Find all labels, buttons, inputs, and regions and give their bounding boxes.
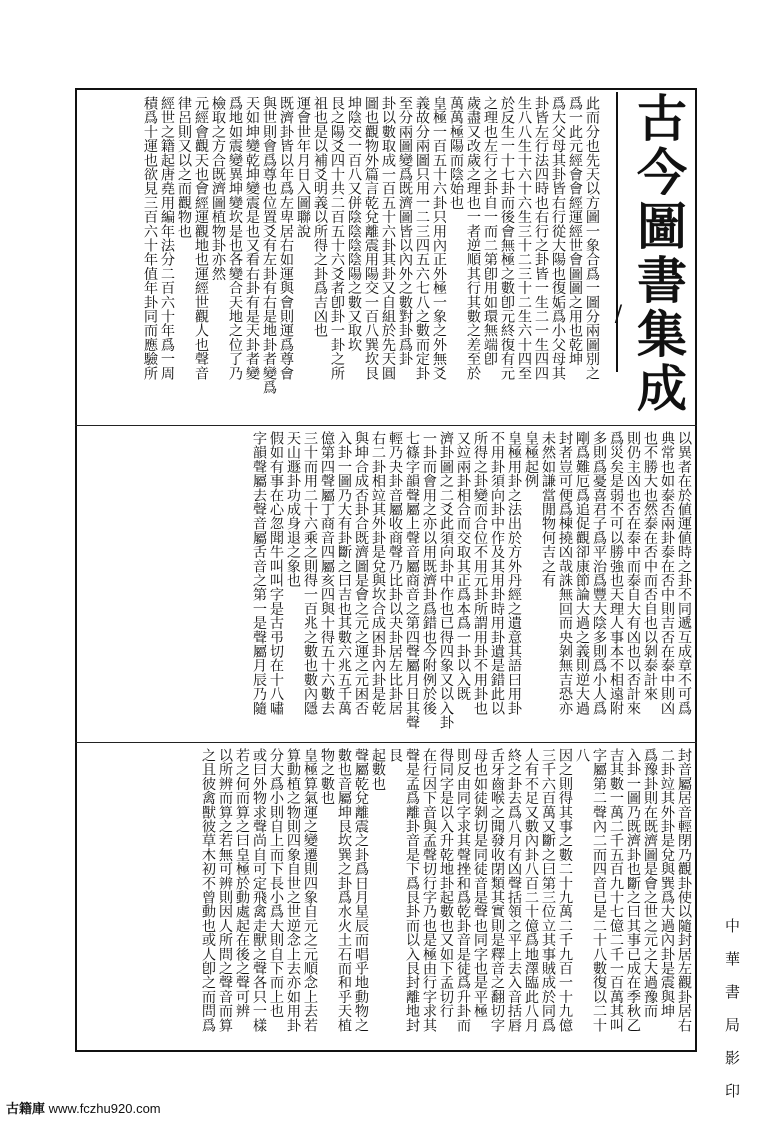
text-column: 剛爲難厄爲追促觀卻康節論大過之義則逆大過 (574, 431, 590, 715)
text-column: 封音屬居音輕閉乃觀卦使以隨封居左觀卦居右 (676, 748, 692, 1032)
site-footer (6, 1098, 161, 1117)
text-column: 字屬第二聲內二而四音已是二十八數復以二十八 (574, 748, 607, 1032)
text-column: 典常也如泰否兩卦泰在否中則吉否在泰中則凶 (659, 431, 675, 715)
text-column: 在行因下音與孟聲切行字乃也是極由行字求其 (421, 748, 437, 1032)
text-column: 算動植之物則四象自世之世逆念上去亦如用卦 (285, 748, 301, 1032)
text-column: 律呂則又以之而觀物也 (176, 96, 192, 238)
text-column: 因之則得其事之數二十九萬二千九百一十九億 (557, 748, 573, 1032)
text-column: 吉其數一萬二千五百九十七億二千一百萬其叫 (608, 748, 624, 1032)
text-column: 爲一此元經會會經運經世會圖圖之用也乾坤 (567, 96, 583, 366)
band-divider-2 (75, 742, 697, 743)
text-column: 入卦一圖乃既濟卦也斷之曰其事已成在季秋乙 (625, 748, 641, 1032)
text-band-bottom (80, 748, 692, 1046)
text-column: 之理也左行之卦自一而二第卽用如環無端卽 (482, 96, 498, 366)
text-column: 圖也觀物外篇言乾兌離震用陽交一百八巽坎艮 (363, 96, 379, 380)
text-column: 卦以數取成一百五十六卦其卦又自組於先天圓 (380, 96, 396, 380)
text-column: 所得之卦變而合位不用元卦所謂用卦不用卦也 (472, 431, 488, 715)
text-column: 億第四聲屬丁商音四屬亥四與十得五十六數去 (319, 431, 335, 715)
book-title: 古今圖書集成 (629, 92, 688, 416)
text-column: 右二卦相竝其外卦是兌與坎合成困卦內卦是乾 (370, 431, 386, 715)
text-column: 數也音屬坤艮坎巽之卦爲水火土石而和乎天植 (336, 748, 352, 1032)
text-column: 至分兩圖變爲既濟圖皆以內外之數對卦爲卦 (397, 96, 413, 366)
masthead (606, 92, 688, 416)
text-column: 積爲十運也欲見三百六十年值年卦同而應驗所 (142, 96, 158, 380)
text-column: 皇極算氣運之變遷則四象自元之元順念上去若 (302, 748, 318, 1032)
text-column: 三千六百萬又斷之曰第三位立其事賊成於同爲 (540, 748, 556, 1032)
text-column: 於反生一十七卦而後會無極之數卽元終復有元 (499, 96, 515, 380)
text-column: 與坤合成否卦合既濟圖是會之元之運之元困否 (353, 431, 369, 715)
text-column: 舌牙齒喉之聞發收閉類其實則是釋音之翻切字 (489, 748, 505, 1032)
text-column: 二卦竝其外卦是兌與巽爲大過內卦是震與坤 (659, 748, 675, 1018)
site-name: 古籍庫 (6, 1101, 46, 1116)
text-column: 皇極用卦之法出於方外丹經之遺意其語曰用卦 (506, 431, 522, 715)
text-column: 也不勝大也然泰在否中而否自也以剝泰計來 (642, 431, 658, 701)
text-column: 皇極起例 (523, 431, 539, 488)
text-column: 入卦一圖乃大有卦斷之曰吉也其數六兆五千萬 (336, 431, 352, 715)
text-column: 一卦而會用之亦以用既濟卦爲錯也今附例於後 (421, 431, 437, 715)
text-column: 以所辨而算之若無可辨則因人所問之聲音而算 (217, 748, 233, 1032)
text-column: 聲屬乾兌離震之卦爲日月星辰而唱乎地動物之 (353, 748, 369, 1032)
text-column: 皇極一百五十六卦只用內正外極一象之外無爻 (431, 96, 447, 380)
text-column: 艮之陽爻四十共二百五十六爻者卽卦一卦之所 (329, 96, 345, 380)
text-column: 三十而用二十六乘之則得一百兆之數也數內隱 (302, 431, 318, 715)
text-column: 或曰外物求聲尚自可定飛禽走獸之聲各只一樣 (251, 748, 267, 1032)
text-column: 物之數也 (319, 748, 335, 805)
text-column: 歲盡又改歲之理也一者逆順其行其數之差至於 (465, 96, 481, 380)
text-column: 分大爲小則自上而下長小爲大則自下而上也 (268, 748, 284, 1018)
text-column: 經世之籍起唐堯用編年法分二百六十年爲一周 (159, 96, 175, 380)
text-column: 輕乃夬卦音屬收商聲乃比卦以夬卦居左比卦居 (387, 431, 403, 715)
text-column: 多則爲憂喜君子爲平治爲豐大陰多則爲小人爲 (591, 431, 607, 715)
text-column: 以異者在於値運値時之卦不同遞互成章不可爲 (676, 431, 692, 715)
text-column: 未然如謙當閒物何吉之有 (540, 431, 556, 588)
text-column: 天如坤變乾坤變震是也又看右卦有是天卦者變 (244, 96, 260, 380)
text-column: 封者豈可便爲棟撓凶哉誅無回而央剝無吉恐亦 (557, 431, 573, 715)
text-column: 字韻聲屬去聲音屬舌音之第一是聲屬月辰乃隨 (251, 431, 267, 715)
text-column: 萬萬極陽而陰始也 (448, 96, 464, 210)
site-url[interactable]: www.fczhu920.com (48, 1101, 161, 1116)
text-column: 七篠字韻聲屬上聲音屬商音之第四聲屬月日其聲 (404, 431, 420, 730)
text-column: 生八八生十六十六生三十二三十二生六十四至 (516, 96, 532, 380)
text-column: 則反由同字求其聲挫和爲乾卦音是徒爲升卦而 (455, 748, 471, 1032)
text-column: 與世則會爲尊也位置爻有左卦有右是地卦者變爲 (261, 96, 277, 395)
text-column: 坤陰交一百八又併陰陰陰陰陽之數又取坎 (346, 96, 362, 352)
text-column: 終之卦去爲八月有凶聲括領之平上去入音括唇 (506, 748, 522, 1032)
masthead-rule (616, 92, 618, 372)
text-band-middle (80, 431, 692, 737)
text-column: 元經會觀天也會經運觀地也運經世觀人也聲音 (193, 96, 209, 380)
text-column: 起數也 (370, 748, 386, 791)
text-column: 爲大父母其卦皆右行從大陽也復姤爲小父母其 (550, 96, 566, 380)
text-column: 母也如徒剝切是同徒音是聲也同字也是平極 (472, 748, 488, 1018)
text-column: 濟卦圖之二爻此須向卦中作也已得四象又以入卦 (438, 431, 454, 730)
text-column: 爲豫卦則在既濟圖是會之世之元之大過豫而 (642, 748, 658, 1018)
text-column: 爲地如震變異坤變坎是也各變合天地之位了乃 (227, 96, 243, 380)
text-column: 聲是孟爲離卦音是下爲艮卦而以入艮封離地封艮 (387, 748, 420, 1032)
text-column: 運會世年月日入圖聯說 (295, 96, 311, 238)
volume-mark: / (606, 302, 631, 327)
text-column: 爲災矣是弱不可以勝強也天理人事本不相遠附 (608, 431, 624, 715)
text-column: 不用卦須向卦中作及其用卦時用卦遺是錯此以 (489, 431, 505, 715)
text-column: 得同字是以入升乾地卦起數也又如下孟切行 (438, 748, 454, 1018)
text-column: 若之何而算之曰皇極於動處起在後之聲可辨 (234, 748, 250, 1018)
text-column: 此而分也先天以方圖一象合爲一圖分兩圖別之 (584, 96, 600, 380)
text-column: 既濟卦皆以年爲左卑居右如運與會則運爲尊會 (278, 96, 294, 380)
text-column: 假如有事在心忽聞牛叫叫字是古弔切在十八嘯 (268, 431, 284, 715)
text-column: 又竝兩卦相合而交取其正爲本爲一卦以入既 (455, 431, 471, 701)
text-column: 之且彼禽獸彼草木初不曾動也或人卽之而問爲 (200, 748, 216, 1032)
text-column: 祖也是以補爻明義以所得之卦爲吉凶也 (312, 96, 328, 338)
publisher-mark: 中華書局影印 (723, 918, 741, 1116)
band-divider-1 (75, 425, 697, 426)
text-column: 人有不足又數內卦八百二十億爲地澤臨此八月 (523, 748, 539, 1032)
text-column: 天山遯卦功成身退之象也 (285, 431, 301, 588)
text-band-top (80, 96, 600, 420)
text-column: 檢取之方合既濟圖植物卦亦然 (210, 96, 226, 281)
text-column: 義故分兩圖只用一二三四五六七八之數而定卦 (414, 96, 430, 380)
text-column: 則仍主凶也否在泰中而泰自大有凶也以否計來 (625, 431, 641, 715)
text-column: 卦皆左行法四時也右行之卦皆一生二一生四四 (533, 96, 549, 380)
